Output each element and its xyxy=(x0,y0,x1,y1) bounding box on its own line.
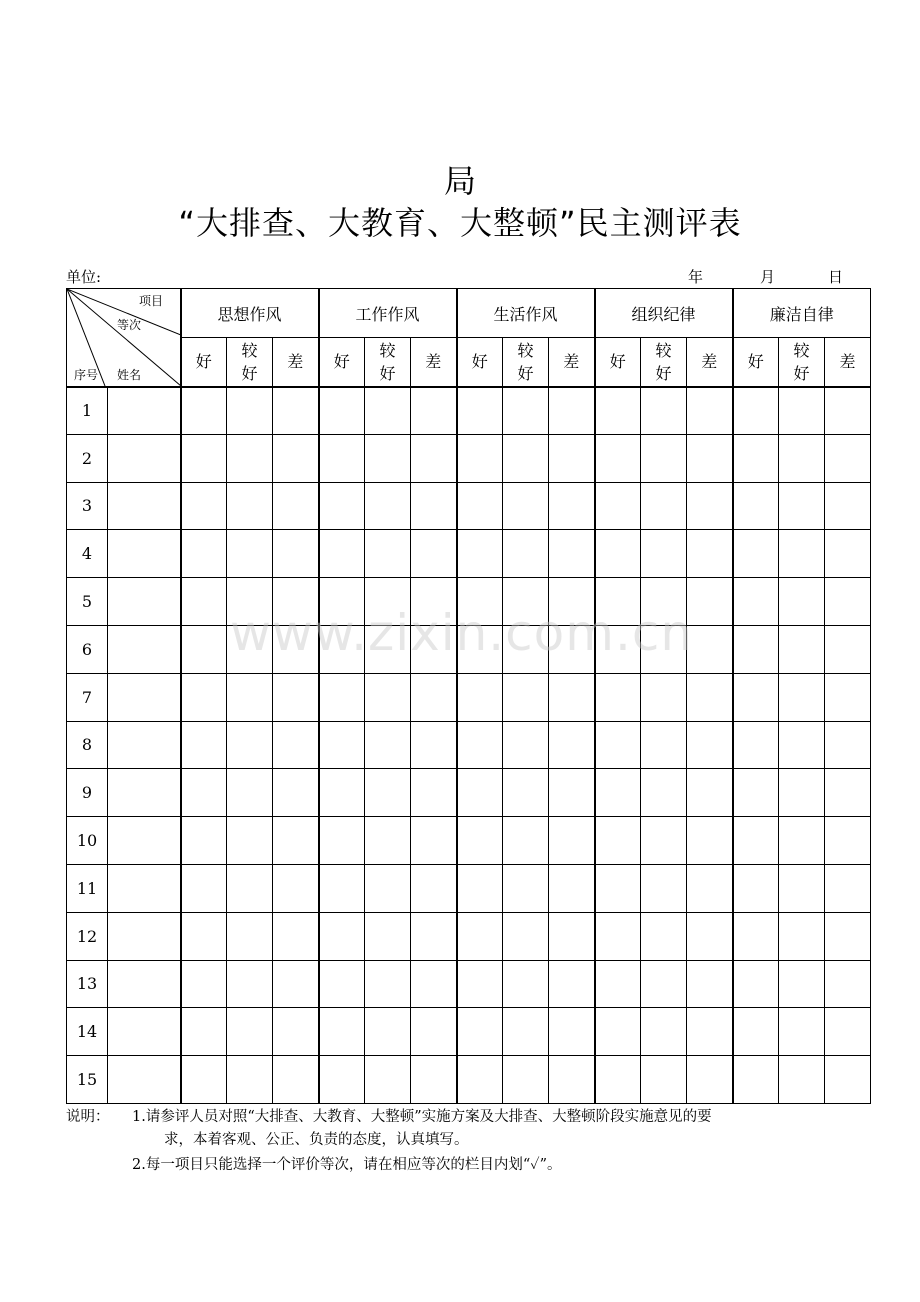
rating-cell[interactable] xyxy=(687,960,733,1008)
rating-cell[interactable] xyxy=(779,434,825,482)
rating-cell[interactable] xyxy=(181,482,227,530)
rating-cell[interactable] xyxy=(825,625,871,673)
rating-cell[interactable] xyxy=(733,817,779,865)
rating-cell[interactable] xyxy=(181,769,227,817)
note-line-1: 1.请参评人员对照“大排查、大教育、大整顿”实施方案及大排查、大整顿阶段实施意见的要 xyxy=(132,1109,712,1125)
rating-cell[interactable] xyxy=(595,864,641,912)
rating-cell[interactable] xyxy=(733,387,779,435)
rating-cell[interactable] xyxy=(457,960,503,1008)
rating-cell[interactable] xyxy=(641,530,687,578)
notes-label: 说明： xyxy=(66,1109,110,1125)
rating-cell[interactable] xyxy=(319,1056,365,1104)
category-0: 思想作风 xyxy=(181,289,319,338)
watermark: www.zixin.com.cn xyxy=(230,604,694,662)
rating-cell[interactable] xyxy=(733,673,779,721)
rating-cell[interactable] xyxy=(779,769,825,817)
grade-fair-0 xyxy=(227,338,273,387)
rating-cell[interactable] xyxy=(595,530,641,578)
rating-cell[interactable] xyxy=(365,1008,411,1056)
rating-cell[interactable] xyxy=(365,912,411,960)
rating-cell[interactable] xyxy=(181,1008,227,1056)
rating-cell[interactable] xyxy=(411,769,457,817)
rating-cell[interactable] xyxy=(411,864,457,912)
rating-cell[interactable] xyxy=(733,434,779,482)
rating-cell[interactable] xyxy=(273,864,319,912)
rating-cell[interactable] xyxy=(273,673,319,721)
grade-poor-1: 差 xyxy=(411,338,457,387)
rating-cell[interactable] xyxy=(181,625,227,673)
rating-cell[interactable] xyxy=(411,387,457,435)
page-title-line2: “大排查、大教育、大整顿”民主测评表 xyxy=(178,204,742,242)
category-2: 生活作风 xyxy=(457,289,595,338)
rating-cell[interactable] xyxy=(687,912,733,960)
rating-cell[interactable] xyxy=(227,817,273,865)
rating-cell[interactable] xyxy=(595,1056,641,1104)
rating-cell[interactable] xyxy=(641,482,687,530)
note-line-1-cont: 求，本着客观、公正、负责的态度，认真填写。 xyxy=(164,1132,469,1148)
name-cell[interactable] xyxy=(108,960,181,1008)
rating-cell[interactable] xyxy=(457,721,503,769)
rating-cell[interactable] xyxy=(641,960,687,1008)
rating-cell[interactable] xyxy=(549,530,595,578)
rating-cell[interactable] xyxy=(411,817,457,865)
rating-cell[interactable] xyxy=(733,960,779,1008)
row-number: 1 xyxy=(67,387,108,435)
rating-cell[interactable] xyxy=(181,721,227,769)
rating-cell[interactable] xyxy=(503,912,549,960)
rating-cell[interactable] xyxy=(319,721,365,769)
rating-cell[interactable] xyxy=(273,434,319,482)
rating-cell[interactable] xyxy=(733,578,779,626)
rating-cell[interactable] xyxy=(181,530,227,578)
category-1: 工作作风 xyxy=(319,289,457,338)
rating-cell[interactable] xyxy=(825,673,871,721)
rating-cell[interactable] xyxy=(411,434,457,482)
grade-good-1: 好 xyxy=(319,338,365,387)
rating-cell[interactable] xyxy=(687,625,733,673)
date-year-label: 年 xyxy=(688,268,704,286)
rating-cell[interactable] xyxy=(411,482,457,530)
rating-cell[interactable] xyxy=(503,769,549,817)
name-cell[interactable] xyxy=(108,1056,181,1104)
rating-cell[interactable] xyxy=(365,387,411,435)
table-row xyxy=(67,817,871,865)
rating-cell[interactable] xyxy=(273,912,319,960)
rating-cell[interactable] xyxy=(319,434,365,482)
rating-cell[interactable] xyxy=(273,1056,319,1104)
rating-cell[interactable] xyxy=(273,530,319,578)
unit-label: 单位: xyxy=(66,268,102,286)
rating-cell[interactable] xyxy=(273,960,319,1008)
rating-cell[interactable] xyxy=(595,482,641,530)
grade-fair-top: 较 xyxy=(241,340,258,360)
grade-poor-0: 差 xyxy=(273,338,319,387)
row-number: 14 xyxy=(67,1008,108,1056)
rating-cell[interactable] xyxy=(503,1056,549,1104)
grade-fair-2 xyxy=(503,338,549,387)
rating-cell[interactable] xyxy=(641,912,687,960)
rating-cell[interactable] xyxy=(595,673,641,721)
rating-cell[interactable] xyxy=(227,721,273,769)
rating-cell[interactable] xyxy=(227,434,273,482)
rating-cell[interactable] xyxy=(365,864,411,912)
date-month-label: 月 xyxy=(760,268,776,286)
name-cell[interactable] xyxy=(108,482,181,530)
rating-cell[interactable] xyxy=(549,817,595,865)
rating-cell[interactable] xyxy=(503,434,549,482)
rating-cell[interactable] xyxy=(181,864,227,912)
grade-good-4: 好 xyxy=(733,338,779,387)
rating-cell[interactable] xyxy=(733,530,779,578)
rating-cell[interactable] xyxy=(825,769,871,817)
name-cell[interactable] xyxy=(108,434,181,482)
item-label: 项目 xyxy=(139,294,164,308)
name-cell[interactable] xyxy=(108,625,181,673)
rating-cell[interactable] xyxy=(549,769,595,817)
rating-cell[interactable] xyxy=(457,482,503,530)
rating-cell[interactable] xyxy=(779,1056,825,1104)
rating-cell[interactable] xyxy=(457,530,503,578)
rating-cell[interactable] xyxy=(595,960,641,1008)
row-number: 9 xyxy=(67,769,108,817)
header-diagonal-cell xyxy=(67,289,181,387)
rating-cell[interactable] xyxy=(595,721,641,769)
rating-cell[interactable] xyxy=(181,387,227,435)
rating-cell[interactable] xyxy=(595,817,641,865)
rating-cell[interactable] xyxy=(181,434,227,482)
rating-cell[interactable] xyxy=(503,864,549,912)
rating-cell[interactable] xyxy=(503,1008,549,1056)
rating-cell[interactable] xyxy=(733,769,779,817)
rating-cell[interactable] xyxy=(733,625,779,673)
row-number: 5 xyxy=(67,578,108,626)
rating-cell[interactable] xyxy=(273,482,319,530)
rating-cell[interactable] xyxy=(779,960,825,1008)
rating-cell[interactable] xyxy=(319,673,365,721)
rating-cell[interactable] xyxy=(687,769,733,817)
rating-cell[interactable] xyxy=(825,864,871,912)
rating-cell[interactable] xyxy=(457,817,503,865)
rating-cell[interactable] xyxy=(641,387,687,435)
rating-cell[interactable] xyxy=(825,1056,871,1104)
rating-cell[interactable] xyxy=(181,1056,227,1104)
rating-cell[interactable] xyxy=(733,1008,779,1056)
rating-cell[interactable] xyxy=(779,1008,825,1056)
rating-cell[interactable] xyxy=(181,673,227,721)
rating-cell[interactable] xyxy=(549,960,595,1008)
rating-cell[interactable] xyxy=(641,721,687,769)
grade-poor-4: 差 xyxy=(825,338,871,387)
rating-cell[interactable] xyxy=(503,673,549,721)
grade-good-2: 好 xyxy=(457,338,503,387)
table-row xyxy=(67,1056,871,1104)
rating-cell[interactable] xyxy=(825,387,871,435)
rating-cell[interactable] xyxy=(181,578,227,626)
rating-cell[interactable] xyxy=(779,673,825,721)
rating-cell[interactable] xyxy=(825,578,871,626)
rating-cell[interactable] xyxy=(227,673,273,721)
rating-cell[interactable] xyxy=(595,769,641,817)
grade-fair-top: 较 xyxy=(793,340,810,360)
row-number: 2 xyxy=(67,434,108,482)
rating-cell[interactable] xyxy=(779,864,825,912)
rating-cell[interactable] xyxy=(549,721,595,769)
rating-cell[interactable] xyxy=(825,1008,871,1056)
grade-fair-1 xyxy=(365,338,411,387)
rating-cell[interactable] xyxy=(365,721,411,769)
row-number: 3 xyxy=(67,482,108,530)
table-row xyxy=(67,960,871,1008)
rating-cell[interactable] xyxy=(779,530,825,578)
row-number: 11 xyxy=(67,864,108,912)
rating-cell[interactable] xyxy=(825,912,871,960)
rating-cell[interactable] xyxy=(733,864,779,912)
rating-cell[interactable] xyxy=(319,960,365,1008)
table-row xyxy=(67,1008,871,1056)
rating-cell[interactable] xyxy=(181,912,227,960)
rating-cell[interactable] xyxy=(687,864,733,912)
grade-fair-bottom: 好 xyxy=(655,363,672,383)
rating-cell[interactable] xyxy=(319,912,365,960)
rating-cell[interactable] xyxy=(641,673,687,721)
rating-cell[interactable] xyxy=(411,960,457,1008)
rating-cell[interactable] xyxy=(733,1056,779,1104)
rating-cell[interactable] xyxy=(319,530,365,578)
category-3: 组织纪律 xyxy=(595,289,733,338)
rating-cell[interactable] xyxy=(687,817,733,865)
grade-poor-2: 差 xyxy=(549,338,595,387)
rating-cell[interactable] xyxy=(319,769,365,817)
rating-cell[interactable] xyxy=(365,530,411,578)
rating-cell[interactable] xyxy=(273,817,319,865)
table-row xyxy=(67,721,871,769)
rating-cell[interactable] xyxy=(411,530,457,578)
name-cell[interactable] xyxy=(108,817,181,865)
rating-cell[interactable] xyxy=(503,817,549,865)
rating-cell[interactable] xyxy=(273,387,319,435)
rating-cell[interactable] xyxy=(503,387,549,435)
rating-cell[interactable] xyxy=(227,387,273,435)
rating-cell[interactable] xyxy=(825,960,871,1008)
rating-cell[interactable] xyxy=(319,387,365,435)
rating-cell[interactable] xyxy=(365,817,411,865)
unit-date-line xyxy=(66,266,866,286)
rating-cell[interactable] xyxy=(457,1008,503,1056)
rating-cell[interactable] xyxy=(549,673,595,721)
rating-cell[interactable] xyxy=(457,912,503,960)
rating-cell[interactable] xyxy=(641,817,687,865)
rating-cell[interactable] xyxy=(365,960,411,1008)
row-number: 6 xyxy=(67,625,108,673)
table-row xyxy=(67,769,871,817)
grade-label: 等次 xyxy=(117,318,142,332)
rating-cell[interactable] xyxy=(595,387,641,435)
rating-cell[interactable] xyxy=(319,1008,365,1056)
rating-cell[interactable] xyxy=(411,1008,457,1056)
table-row xyxy=(67,434,871,482)
rating-cell[interactable] xyxy=(503,721,549,769)
table-row xyxy=(67,864,871,912)
rating-cell[interactable] xyxy=(549,1008,595,1056)
row-number: 13 xyxy=(67,960,108,1008)
rating-cell[interactable] xyxy=(641,434,687,482)
name-cell[interactable] xyxy=(108,769,181,817)
rating-cell[interactable] xyxy=(687,1056,733,1104)
rating-cell[interactable] xyxy=(319,817,365,865)
rating-cell[interactable] xyxy=(595,1008,641,1056)
date-day-label: 日 xyxy=(828,268,844,286)
rating-cell[interactable] xyxy=(457,769,503,817)
rating-cell[interactable] xyxy=(273,721,319,769)
grade-poor-3: 差 xyxy=(687,338,733,387)
note-line-2: 2.每一项目只能选择一个评价等次，请在相应等次的栏目内划“✓”。 xyxy=(132,1157,562,1173)
rating-cell[interactable] xyxy=(273,1008,319,1056)
name-cell[interactable] xyxy=(108,530,181,578)
rating-cell[interactable] xyxy=(641,1008,687,1056)
rating-cell[interactable] xyxy=(457,1056,503,1104)
rating-cell[interactable] xyxy=(457,387,503,435)
rating-cell[interactable] xyxy=(227,864,273,912)
rating-cell[interactable] xyxy=(319,864,365,912)
rating-cell[interactable] xyxy=(503,482,549,530)
rating-cell[interactable] xyxy=(411,673,457,721)
table-row xyxy=(67,912,871,960)
rating-cell[interactable] xyxy=(825,530,871,578)
name-label: 姓名 xyxy=(117,368,142,382)
row-number: 4 xyxy=(67,530,108,578)
grade-fair-3 xyxy=(641,338,687,387)
table-row xyxy=(67,673,871,721)
evaluation-table xyxy=(66,288,871,1104)
rating-cell[interactable] xyxy=(779,482,825,530)
rating-cell[interactable] xyxy=(825,482,871,530)
name-cell[interactable] xyxy=(108,673,181,721)
rating-cell[interactable] xyxy=(181,960,227,1008)
row-number: 10 xyxy=(67,817,108,865)
grade-good-0: 好 xyxy=(181,338,227,387)
rating-cell[interactable] xyxy=(457,673,503,721)
rating-cell[interactable] xyxy=(595,434,641,482)
grade-fair-bottom: 好 xyxy=(517,363,534,383)
rating-cell[interactable] xyxy=(227,1008,273,1056)
rating-cell[interactable] xyxy=(549,864,595,912)
rating-cell[interactable] xyxy=(273,769,319,817)
rating-cell[interactable] xyxy=(779,625,825,673)
rating-cell[interactable] xyxy=(549,912,595,960)
rating-cell[interactable] xyxy=(641,769,687,817)
seq-label: 序号 xyxy=(74,368,99,382)
rating-cell[interactable] xyxy=(503,960,549,1008)
rating-cell[interactable] xyxy=(779,721,825,769)
rating-cell[interactable] xyxy=(319,482,365,530)
rating-cell[interactable] xyxy=(687,530,733,578)
rating-cell[interactable] xyxy=(641,1056,687,1104)
row-number: 7 xyxy=(67,673,108,721)
rating-cell[interactable] xyxy=(779,387,825,435)
rating-cell[interactable] xyxy=(411,721,457,769)
row-number: 15 xyxy=(67,1056,108,1104)
grade-fair-top: 较 xyxy=(655,340,672,360)
rating-cell[interactable] xyxy=(549,1056,595,1104)
rating-cell[interactable] xyxy=(549,482,595,530)
table-row xyxy=(67,387,871,435)
name-cell[interactable] xyxy=(108,721,181,769)
grade-fair-4 xyxy=(779,338,825,387)
rating-cell[interactable] xyxy=(365,482,411,530)
grade-fair-bottom: 好 xyxy=(793,363,810,383)
rating-cell[interactable] xyxy=(641,864,687,912)
name-cell[interactable] xyxy=(108,1008,181,1056)
name-cell[interactable] xyxy=(108,578,181,626)
rating-cell[interactable] xyxy=(733,912,779,960)
grade-fair-top: 较 xyxy=(517,340,534,360)
rating-cell[interactable] xyxy=(365,769,411,817)
category-4: 廉洁自律 xyxy=(733,289,871,338)
rating-cell[interactable] xyxy=(687,578,733,626)
rating-cell[interactable] xyxy=(595,912,641,960)
rating-cell[interactable] xyxy=(549,434,595,482)
rating-cell[interactable] xyxy=(365,434,411,482)
page-title-line1: 局 xyxy=(443,162,476,200)
rating-cell[interactable] xyxy=(365,1056,411,1104)
grade-good-3: 好 xyxy=(595,338,641,387)
table-row xyxy=(67,530,871,578)
rating-cell[interactable] xyxy=(733,721,779,769)
grade-fair-top: 较 xyxy=(379,340,396,360)
rating-cell[interactable] xyxy=(457,434,503,482)
row-number: 12 xyxy=(67,912,108,960)
rating-cell[interactable] xyxy=(687,673,733,721)
rating-cell[interactable] xyxy=(825,817,871,865)
rating-cell[interactable] xyxy=(825,434,871,482)
rating-cell[interactable] xyxy=(227,912,273,960)
rating-cell[interactable] xyxy=(227,769,273,817)
rating-cell[interactable] xyxy=(181,817,227,865)
rating-cell[interactable] xyxy=(687,721,733,769)
rating-cell[interactable] xyxy=(687,1008,733,1056)
grade-row xyxy=(67,338,871,387)
name-cell[interactable] xyxy=(108,864,181,912)
rating-cell[interactable] xyxy=(779,912,825,960)
rating-cell[interactable] xyxy=(227,530,273,578)
name-cell[interactable] xyxy=(108,387,181,435)
row-number: 8 xyxy=(67,721,108,769)
rating-cell[interactable] xyxy=(411,912,457,960)
rating-cell[interactable] xyxy=(549,387,595,435)
rating-cell[interactable] xyxy=(687,387,733,435)
rating-cell[interactable] xyxy=(503,530,549,578)
rating-cell[interactable] xyxy=(457,864,503,912)
grade-fair-bottom: 好 xyxy=(241,363,258,383)
rating-cell[interactable] xyxy=(227,1056,273,1104)
rating-cell[interactable] xyxy=(825,721,871,769)
rating-cell[interactable] xyxy=(365,673,411,721)
grade-fair-bottom: 好 xyxy=(379,363,396,383)
table-row xyxy=(67,482,871,530)
rating-cell[interactable] xyxy=(227,482,273,530)
rating-cell[interactable] xyxy=(411,1056,457,1104)
name-cell[interactable] xyxy=(108,912,181,960)
rating-cell[interactable] xyxy=(733,482,779,530)
rating-cell[interactable] xyxy=(687,482,733,530)
rating-cell[interactable] xyxy=(779,817,825,865)
rating-cell[interactable] xyxy=(687,434,733,482)
rating-cell[interactable] xyxy=(779,578,825,626)
rating-cell[interactable] xyxy=(227,960,273,1008)
